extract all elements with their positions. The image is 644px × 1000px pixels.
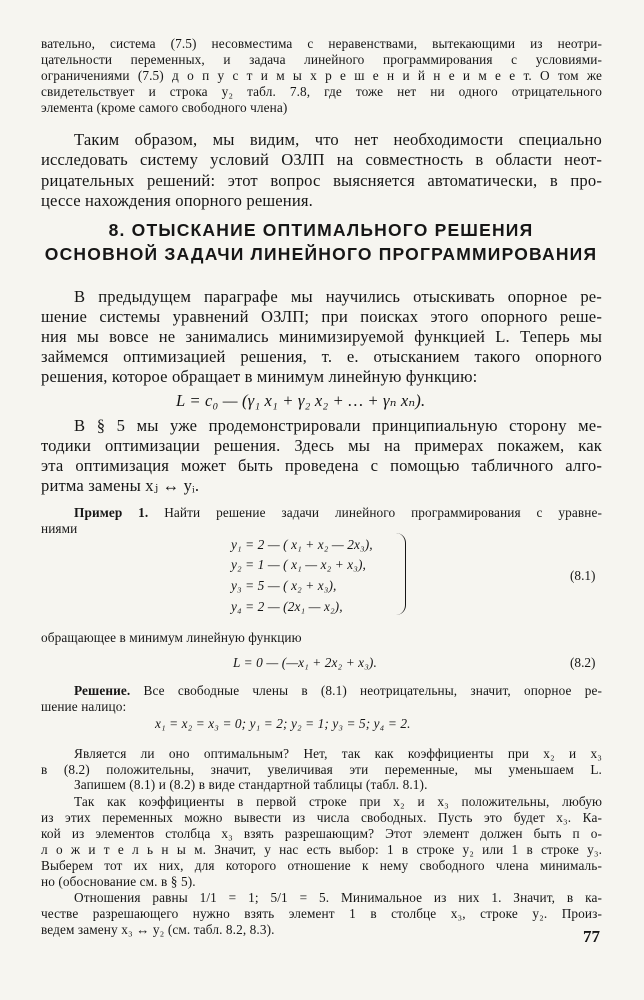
solution-label: Решение. — [74, 683, 131, 698]
system-equation: y₃ = 5 — ( x₂ + x₃), — [231, 578, 337, 593]
intro-line: вательно, система (7.5) несовместима с неравенствами, вытекающими из неотри- — [41, 36, 602, 51]
paragraph-line: Запишем (8.1) и (8.2) в виде стандартной таблицы (табл. 8.1). — [74, 777, 428, 792]
paragraph-line: л о ж и т е л ь н ы м. Значит, у нас есть выбор: 1 в строке y₂ или 1 в строке y₃. — [41, 842, 602, 857]
paragraph-line: обращающее в минимум линейную функцию — [41, 630, 302, 645]
paragraph-line: Является ли оно оптимальным? Нет, так как коэффициенты при x₂ и x₃ — [74, 746, 602, 761]
section-heading: ОСНОВНОЙ ЗАДАЧИ ЛИНЕЙНОГО ПРОГРАММИРОВАНИЯ — [44, 244, 598, 264]
paragraph-line: займемся оптимизацией решения, т. е. отысканием такого опорного — [41, 347, 602, 366]
paragraph-line: из этих переменных можно вывести из числа свободных. Пусть это будет x₃. Ка- — [41, 810, 602, 825]
intro-line: цательности переменных, и задача линейного программирования с условиями- — [41, 52, 602, 67]
system-equation: y₂ = 1 — ( x₁ — x₂ + x₃), — [231, 557, 366, 572]
intro-line: свидетельствует и строка y₂ табл. 7.8, где тоже нет ни одного отрицательного — [41, 84, 602, 99]
paragraph-line: честве разрешающего нужно взять элемент 1 в столбце x₃, строке y₂. Произ- — [41, 906, 602, 921]
paragraph-line: кой из элементов столбца x₃ взять разрешающим? Этот элемент должен быть п о- — [41, 826, 602, 841]
paragraph-line: ведем замену x₃ ↔ y₂ (см. табл. 8.2, 8.3). — [41, 922, 275, 937]
objective-formula-8-2: L = 0 — (—x₁ + 2x₂ + x₃). — [233, 655, 377, 670]
basic-solution: x₁ = x₂ = x₃ = 0; y₁ = 2; y₂ = 1; y₃ = 5; y₄ = 2. — [155, 716, 411, 731]
system-equation: y₁ = 2 — ( x₁ + x₂ — 2x₃), — [231, 537, 373, 552]
paragraph-line: тодики оптимизации решения. Здесь мы на примерах покажем, как — [41, 436, 602, 455]
equation-number: (8.1) — [570, 568, 596, 583]
solution-text: Все свободные члены в (8.1) неотрицательны, значит, опорное ре- — [130, 683, 602, 698]
system-brace — [396, 533, 406, 615]
paragraph-line: Выберем тот их них, для которого отношение к нему свободного члена минималь- — [41, 858, 602, 873]
paragraph-line: Таким образом, мы видим, что нет необходимости специально — [74, 130, 602, 149]
paragraph-line: В § 5 мы уже продемонстрировали принципиальную сторону ме- — [74, 416, 602, 435]
section-heading: 8. ОТЫСКАНИЕ ОПТИМАЛЬНОГО РЕШЕНИЯ — [108, 220, 534, 240]
system-equation: y₄ = 2 — (2x₁ — x₂), — [231, 599, 343, 614]
intro-line: элемента (кроме самого свободного члена) — [41, 100, 288, 115]
example-label: Пример 1. — [74, 505, 149, 520]
paragraph-line: ритма замены xⱼ ↔ yᵢ. — [41, 476, 200, 495]
solution-line — [74, 683, 602, 699]
paragraph-line: Отношения равны 1/1 = 1; 5/1 = 5. Минимальное из них 1. Значит, в ка- — [74, 890, 602, 905]
intro-line: ограничениями (7.5) д о п у с т и м ы х р е ш е н и й н е и м е е т. О том же — [41, 68, 602, 83]
example-text: Найти решение задачи линейного программирования с уравне- — [148, 505, 602, 520]
paragraph-line: исследовать систему условий ОЗЛП на совместность в области неот- — [41, 150, 602, 169]
page-number: 77 — [583, 927, 600, 946]
equation-number: (8.2) — [570, 655, 596, 670]
paragraph-line: шение системы уравнений ОЗЛП; при поисках этого опорного реше- — [41, 307, 602, 326]
paragraph-line: решения, которое обращает в минимум линейную функцию: — [41, 367, 478, 386]
paragraph-line: Так как коэффициенты в первой строке при x₂ и x₃ положительны, любую — [74, 794, 602, 809]
paragraph-line: В предыдущем параграфе мы научились отыскивать опорное ре- — [74, 287, 602, 306]
paragraph-line: но (обоснование см. в § 5). — [41, 874, 196, 889]
paragraph-line: в (8.2) положительны, значит, увеличивая эти переменные, мы уменьшаем L. — [41, 762, 602, 777]
paragraph-line: цессе нахождения опорного решения. — [41, 191, 313, 210]
example-line — [74, 505, 602, 521]
paragraph-line: ния мы вовсе не занимались минимизируемой функцией L. Теперь мы — [41, 327, 602, 346]
solution-line: шение налицо: — [41, 699, 127, 714]
paragraph-line: рицательных решений: этот вопрос выясняется автоматически, в про- — [41, 171, 602, 190]
objective-formula: L = c₀ — (γ₁ x₁ + γ₂ x₂ + … + γₙ xₙ). — [176, 391, 426, 410]
example-line: ниями — [41, 521, 78, 536]
paragraph-line: эта оптимизация может быть проведена с помощью табличного алго- — [41, 456, 602, 475]
